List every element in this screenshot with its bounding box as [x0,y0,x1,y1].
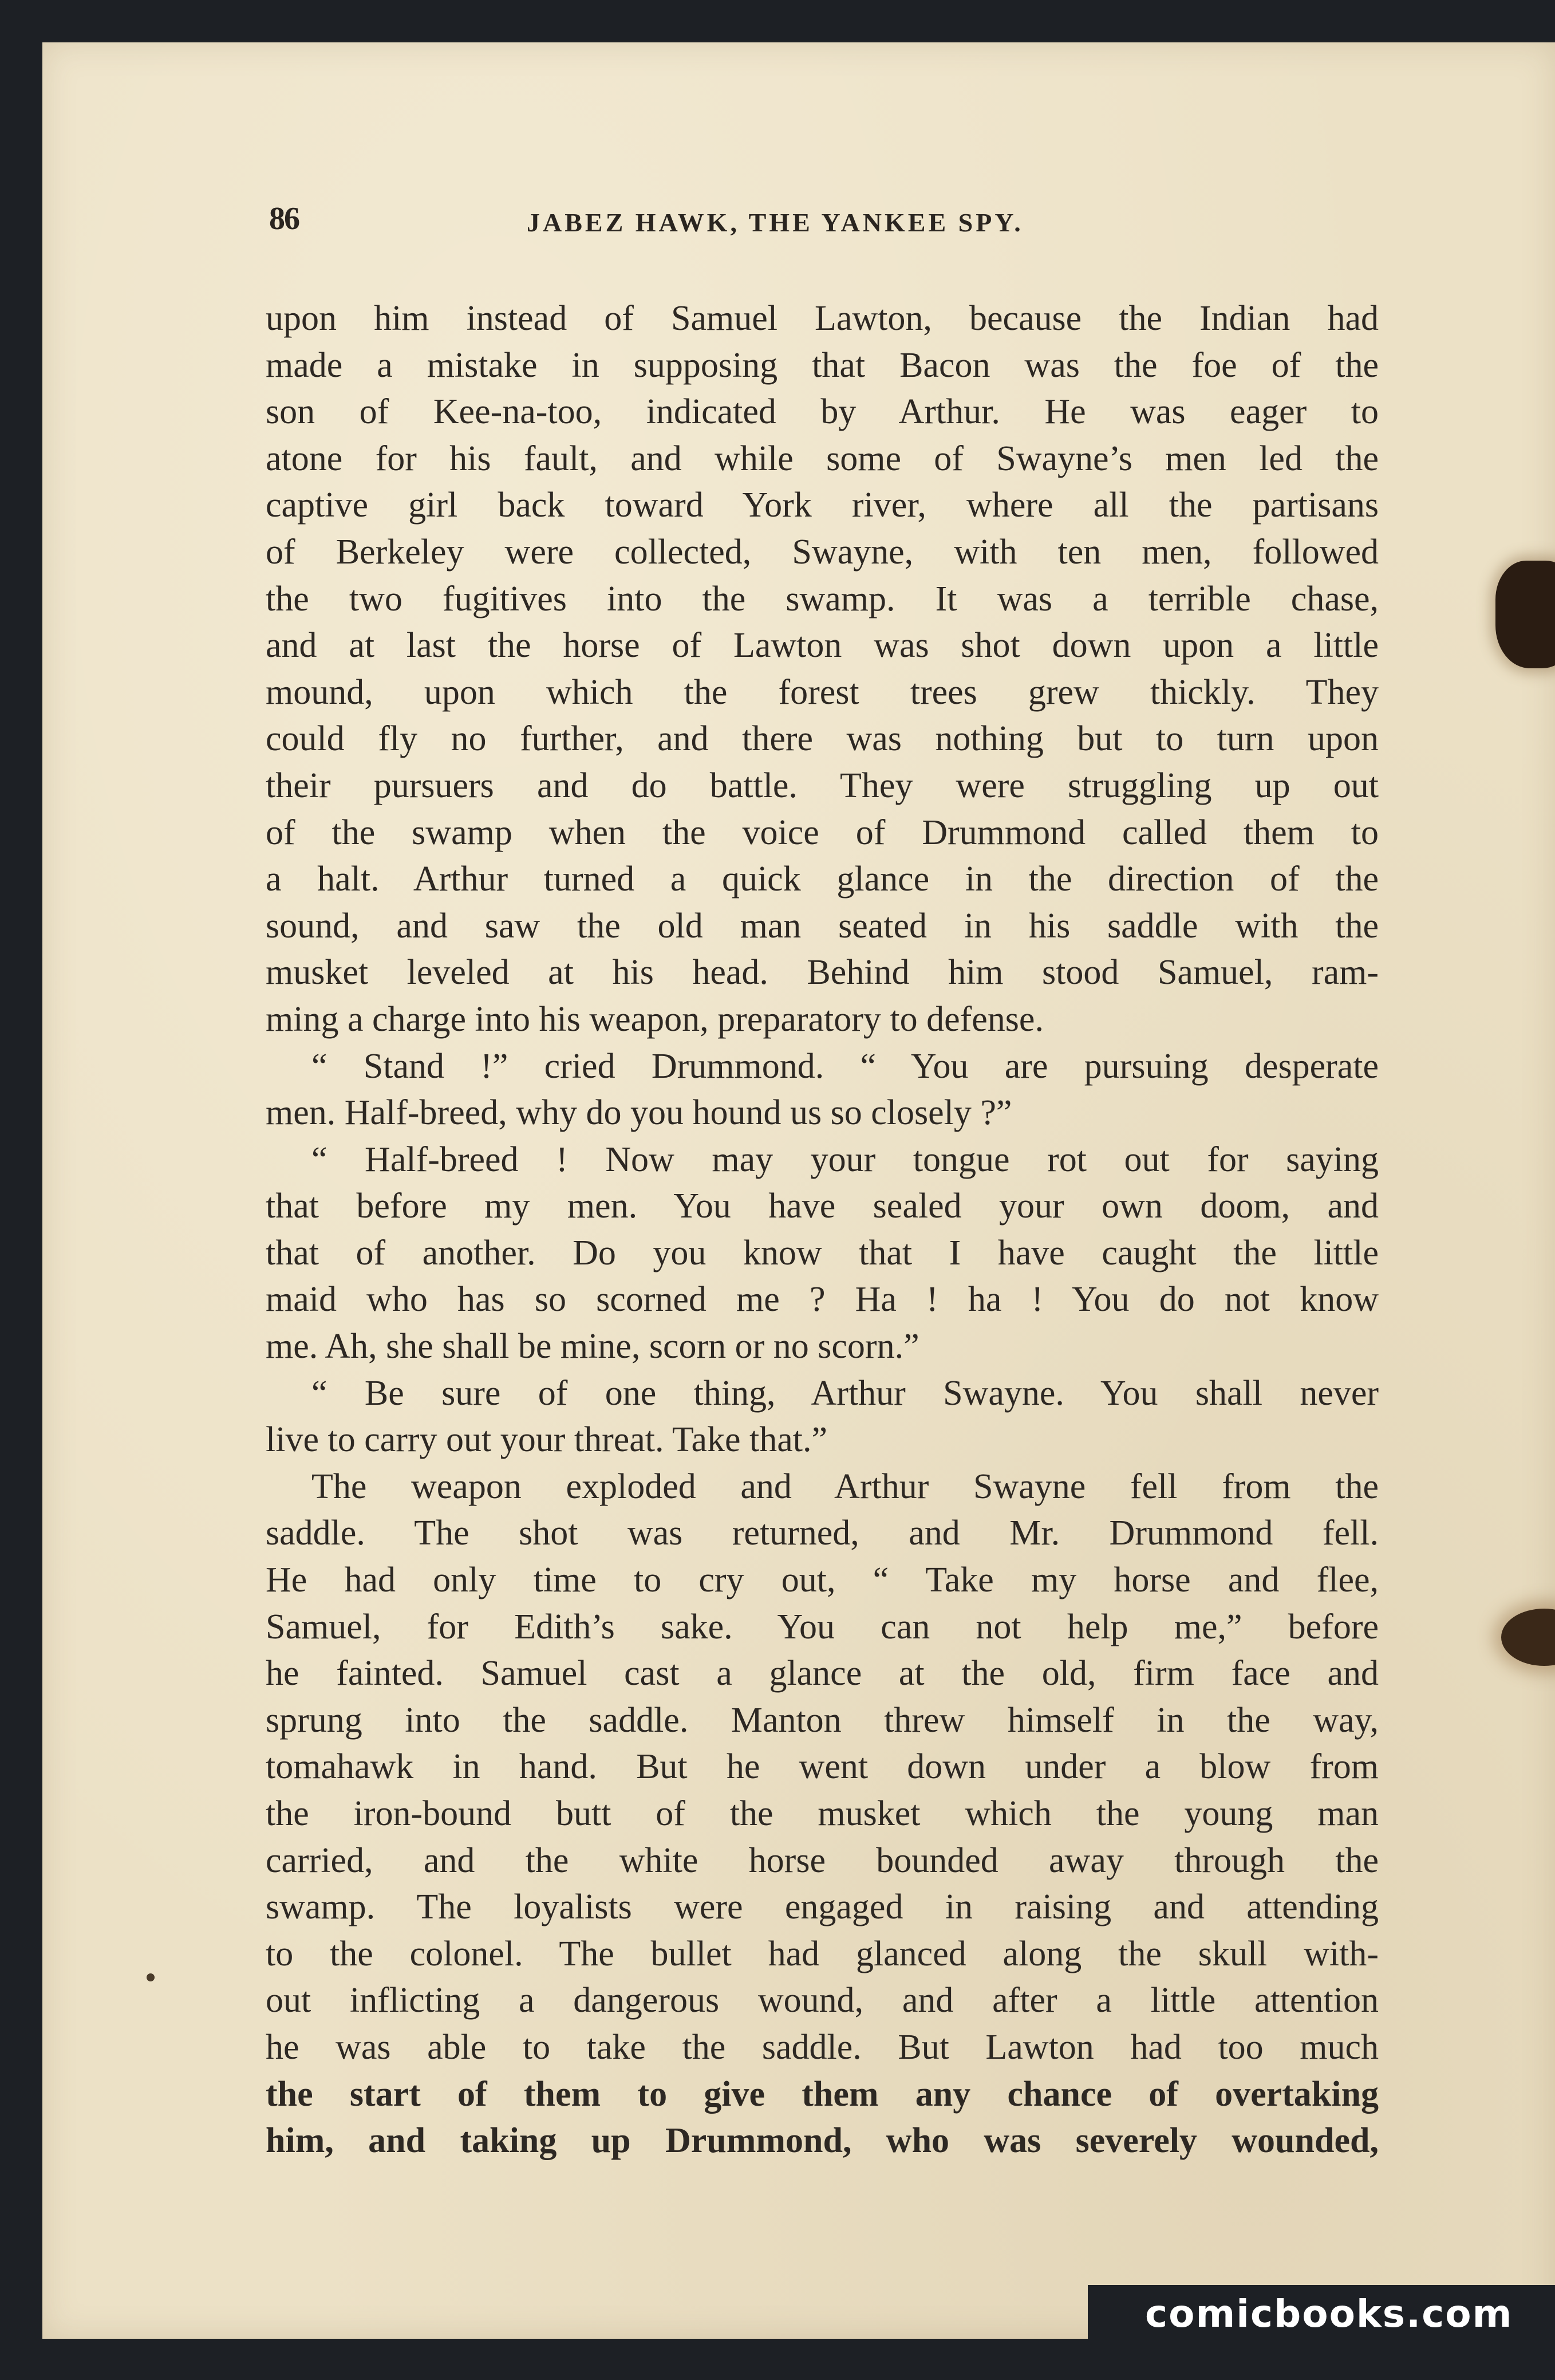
page-number: 86 [269,201,299,237]
text-line: maid who has so scorned me ? Ha ! ha ! You do not know [266,1280,1379,1319]
text-line: and at last the horse of Lawton was shot down upon a little [266,626,1379,665]
text-line: Samuel, for Edith’s sake. You can not help me,” before [266,1607,1379,1646]
text-line: of Berkeley were collected, Swayne, with ten men, followed [266,532,1379,572]
text-line: the iron-bound butt of the musket which the young man [266,1794,1379,1833]
ink-stain [1495,561,1555,668]
text-line: live to carry out your threat. Take that.” [266,1420,827,1460]
text-line: captive girl back toward York river, where all the partisans [266,486,1379,525]
text-line: of the swamp when the voice of Drummond called them to [266,813,1379,852]
text-line: swamp. The loyalists were engaged in raising and attending [266,1888,1379,1927]
text-line: son of Kee-na-too, indicated by Arthur. He was eager to [266,392,1379,432]
text-line: atone for his fault, and while some of Swayne’s men led the [266,439,1379,478]
text-line: to the colonel. The bullet had glanced along the skull with- [266,1934,1379,1973]
watermark: comicbooks.com [1145,2292,1513,2336]
text-line: “ Be sure of one thing, Arthur Swayne. You shall never [311,1373,1379,1413]
text-line: upon him instead of Samuel Lawton, because the Indian had [266,299,1379,338]
text-line: “ Half-breed ! Now may your tongue rot out for saying [311,1140,1379,1179]
text-line: mound, upon which the forest trees grew thickly. They [266,672,1379,712]
page-header [269,200,1384,252]
text-line: made a mistake in supposing that Bacon was the foe of the [266,345,1379,385]
text-line: The weapon exploded and Arthur Swayne fell from the [311,1467,1379,1506]
running-title: JABEZ HAWK, THE YANKEE SPY. [527,208,1024,237]
text-line: sound, and saw the old man seated in his saddle with the [266,906,1379,945]
text-line: sprung into the saddle. Manton threw himself in the way, [266,1700,1379,1740]
text-line: men. Half-breed, why do you hound us so closely ?” [266,1093,1012,1133]
text-line: saddle. The shot was returned, and Mr. Drummond fell. [266,1514,1379,1553]
text-line: could fly no further, and there was nothing but to turn upon [266,719,1379,759]
text-line: him, and taking up Drummond, who was severely wounded, [266,2121,1379,2161]
text-line: he fainted. Samuel cast a glance at the old, firm face and [266,1654,1379,1693]
text-line: He had only time to cry out, “ Take my horse and flee, [266,1561,1379,1600]
text-line: tomahawk in hand. But he went down under a blow from [266,1747,1379,1787]
text-line: “ Stand !” cried Drummond. “ You are pursuing desperate [311,1046,1379,1086]
book-page [42,42,1555,2339]
text-line: musket leveled at his head. Behind him stood Samuel, ram- [266,953,1379,992]
text-line: me. Ah, she shall be mine, scorn or no scorn.” [266,1327,919,1366]
ink-stain [1501,1609,1555,1666]
text-line: ming a charge into his weapon, preparatory to defense. [266,999,1044,1039]
body-text [266,295,1379,2165]
text-line: out inflicting a dangerous wound, and after a little attention [266,1981,1379,2020]
text-line: the two fugitives into the swamp. It was a terrible chase, [266,579,1379,618]
text-line: their pursuers and do battle. They were struggling up out [266,766,1379,805]
ink-dot [147,1973,155,1981]
text-line: the start of them to give them any chance of overtaking [266,2074,1379,2114]
text-line: that of another. Do you know that I have caught the little [266,1233,1379,1272]
text-line: that before my men. You have sealed your own doom, and [266,1187,1379,1226]
text-line: he was able to take the saddle. But Lawton had too much [266,2027,1379,2067]
text-line: carried, and the white horse bounded away through the [266,1841,1379,1880]
text-line: a halt. Arthur turned a quick glance in the direction of the [266,860,1379,899]
